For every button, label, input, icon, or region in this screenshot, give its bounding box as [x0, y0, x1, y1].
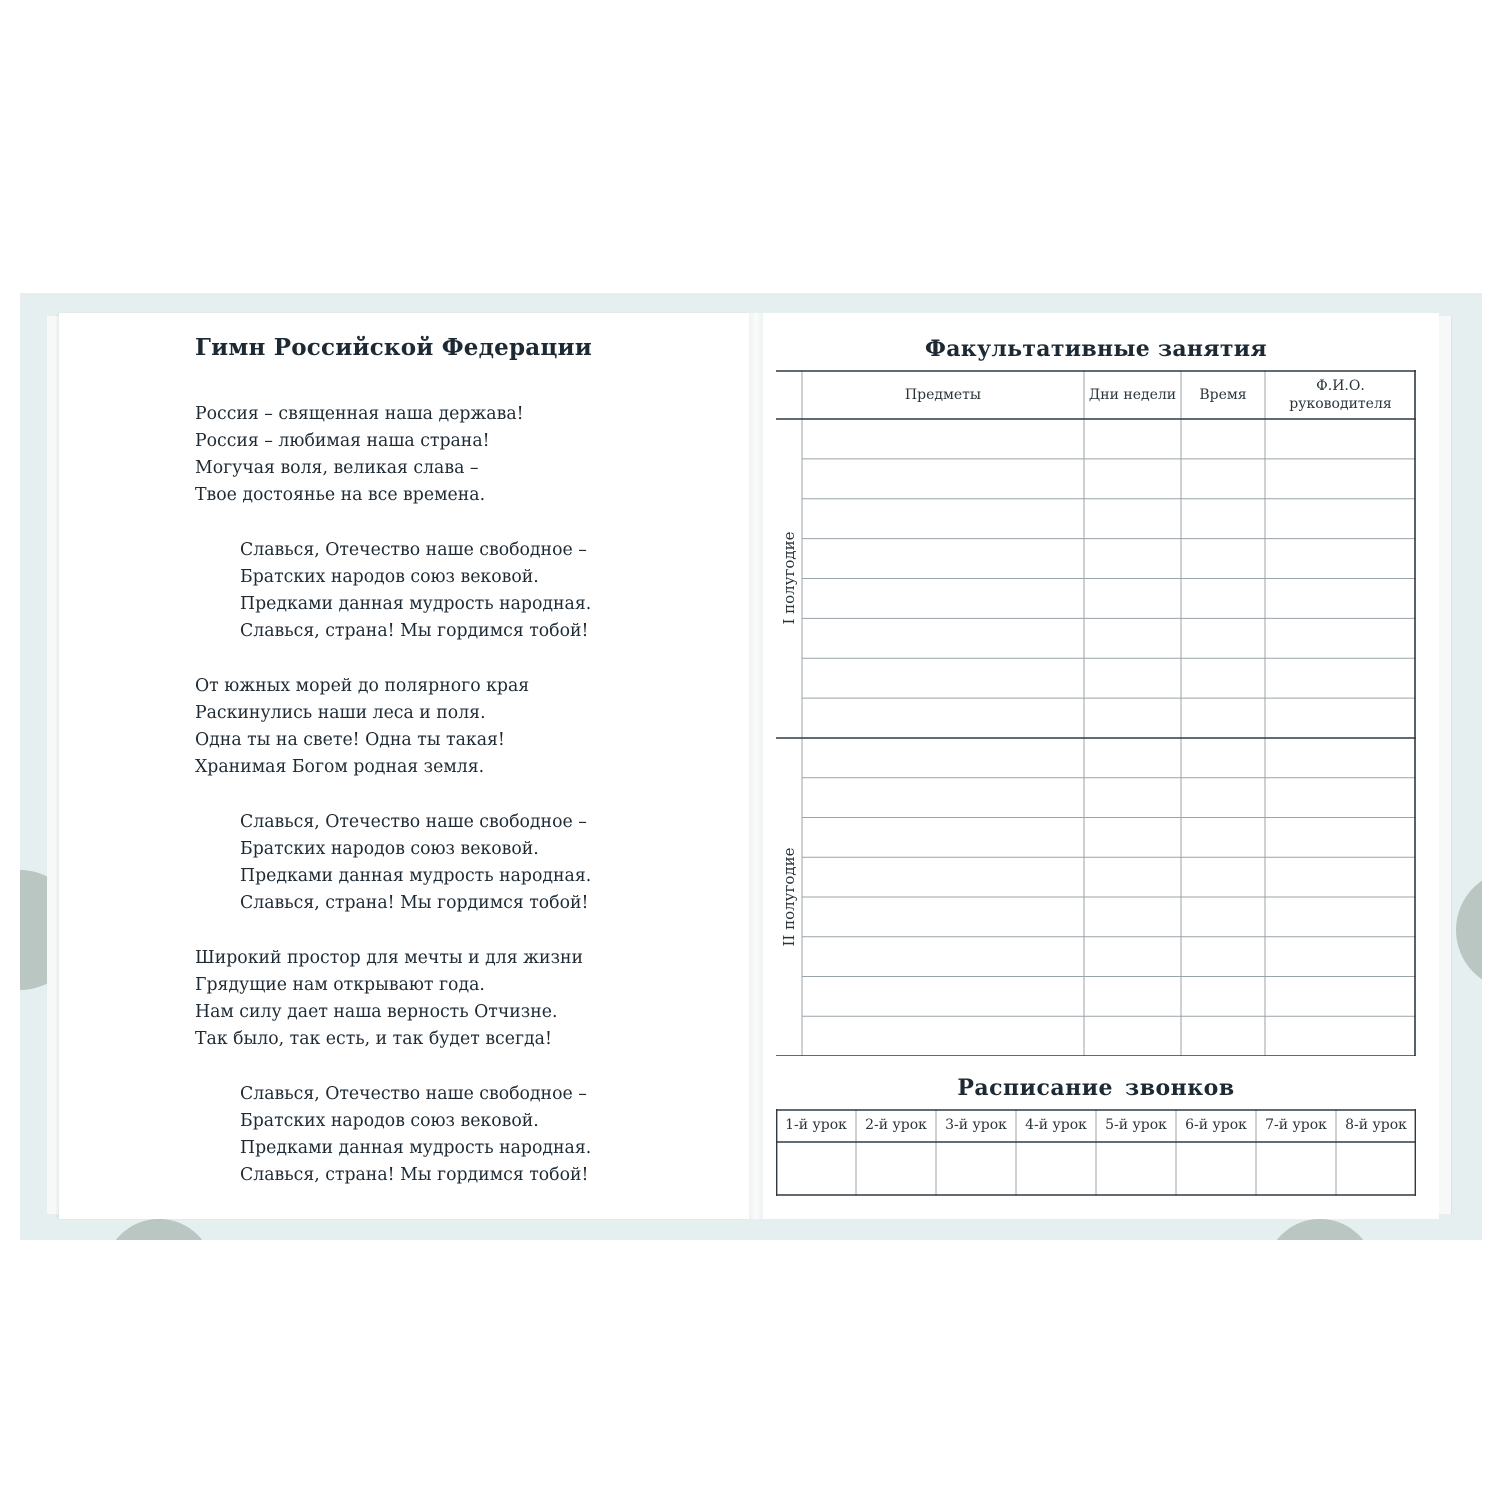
anthem-line: Славься, страна! Мы гордимся тобой! [240, 1165, 589, 1185]
anthem-line: Славься, Отечество наше свободное – [240, 1084, 587, 1104]
bell-lesson-header: 3-й урок [945, 1117, 1007, 1133]
anthem-line: Братских народов союз вековой. [240, 567, 539, 587]
electives-title: Факультативные занятия [925, 336, 1267, 362]
electives-grid-lines [776, 370, 1416, 1056]
header-weekdays: Дни недели [1088, 386, 1177, 403]
bell-schedule-table [776, 1109, 1416, 1196]
bell-lesson-header: 2-й урок [865, 1117, 927, 1133]
anthem-verse [195, 945, 591, 1053]
anthem-refrain [240, 1081, 591, 1189]
anthem-line: Могучая воля, великая слава – [195, 458, 479, 478]
header-teacher-name: Ф.И.О. руководителя [1289, 377, 1392, 412]
anthem-line: Одна ты на свете! Одна ты такая! [195, 730, 505, 750]
electives-table [776, 370, 1416, 1056]
bell-lesson-header: 4-й урок [1025, 1117, 1087, 1133]
page-stack-right [1437, 316, 1452, 1214]
anthem-line: Братских народов союз вековой. [240, 1111, 539, 1131]
anthem-line: Славься, Отечество наше свободное – [240, 540, 587, 560]
anthem-verse [195, 673, 591, 781]
anthem-line: Раскинулись наши леса и поля. [195, 703, 486, 723]
anthem-line: Грядущие нам открывают года. [195, 975, 485, 995]
anthem-line: Предками данная мудрость народная. [240, 1138, 592, 1158]
anthem-verse [195, 401, 591, 509]
period-label-first-half: I полугодие [780, 531, 798, 625]
bell-lesson-header: 5-й урок [1105, 1117, 1167, 1133]
anthem-line: Россия – священная наша держава! [195, 404, 524, 424]
anthem-line: Твое достоянье на все времена. [195, 485, 486, 505]
anthem-refrain [240, 809, 591, 917]
bell-lesson-header: 7-й урок [1265, 1117, 1327, 1133]
anthem-line: Хранимая Богом родная земля. [195, 757, 485, 777]
bell-lesson-header: 8-й урок [1345, 1117, 1407, 1133]
anthem-line: Россия – любимая наша страна! [195, 431, 490, 451]
cover-dot [104, 1219, 214, 1240]
anthem-line: Предками данная мудрость народная. [240, 594, 592, 614]
anthem-line: Славься, Отечество наше свободное – [240, 812, 587, 832]
bell-lesson-header: 6-й урок [1185, 1117, 1247, 1133]
anthem-line: Нам силу дает наша верность Отчизне. [195, 1002, 558, 1022]
anthem-line: Славься, страна! Мы гордимся тобой! [240, 621, 589, 641]
page-gutter [749, 313, 763, 1219]
anthem-line: Предками данная мудрость народная. [240, 866, 592, 886]
bells-title: Расписание звонков [957, 1075, 1235, 1101]
anthem-text [195, 401, 591, 1217]
anthem-line: Братских народов союз вековой. [240, 839, 539, 859]
header-subjects: Предметы [904, 386, 982, 403]
cover-dot [1265, 1219, 1375, 1240]
anthem-line: Так было, так есть, и так будет всегда! [195, 1029, 552, 1049]
bell-lesson-header: 1-й урок [785, 1117, 847, 1133]
anthem-title: Гимн Российской Федерации [195, 334, 593, 361]
anthem-refrain [240, 537, 591, 645]
anthem-line: Широкий простор для мечты и для жизни [195, 948, 584, 968]
header-time: Время [1199, 386, 1247, 403]
period-label-second-half: II полугодие [780, 847, 798, 947]
cover-dot [1456, 870, 1482, 990]
anthem-line: От южных морей до полярного края [195, 676, 530, 696]
anthem-line: Славься, страна! Мы гордимся тобой! [240, 893, 589, 913]
